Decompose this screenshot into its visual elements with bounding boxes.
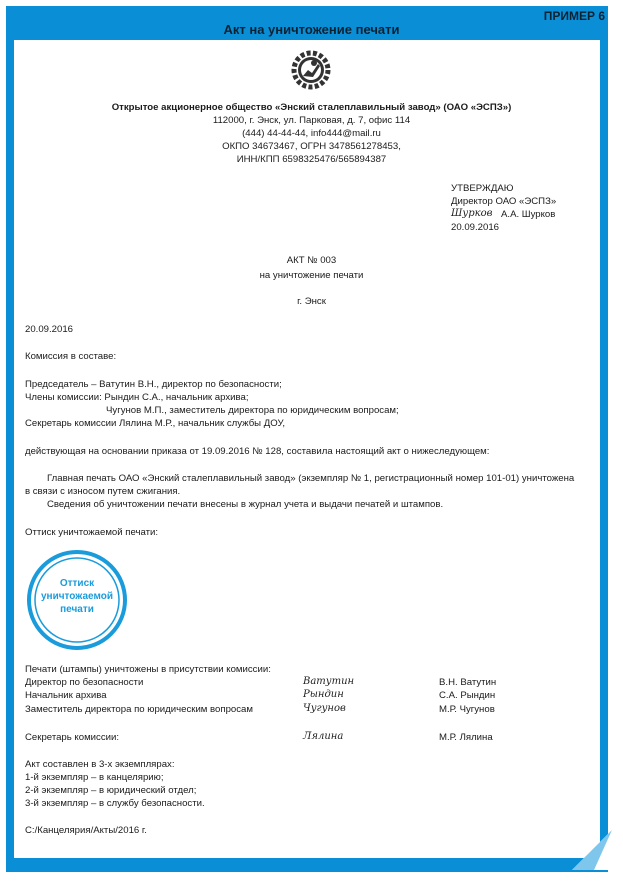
org-inn: ИНН/КПП 6598325476/565894387 <box>236 154 387 165</box>
seal-imprint <box>26 549 128 651</box>
org-address: 112000, г. Энск, ул. Парковая, д. 7, офис 114 <box>212 115 411 126</box>
sig-row-position: Заместитель директора по юридическим вопросам <box>25 704 253 715</box>
sig-row-name: С.А. Рындин <box>439 690 496 701</box>
paragraph-1b: в связи с износом путем сжигания. <box>25 486 181 497</box>
sig-row-position: Начальник архива <box>25 690 107 701</box>
act-number: АКТ № 003 <box>286 255 337 266</box>
secretary-name: М.Р. Лялина <box>439 732 493 743</box>
act-subject: на уничтожение печати <box>259 270 364 281</box>
commission-intro: Комиссия в составе: <box>25 351 117 362</box>
paragraph-2: Сведения об уничтожении печати внесены в журнал учета и выдачи печатей и штампов. <box>47 499 444 510</box>
chairman-line: Председатель – Ватутин В.Н., директор по безопасности; <box>25 379 282 390</box>
approve-name: А.А. Шурков <box>501 209 556 220</box>
basis-line: действующая на основании приказа от 19.09.2016 № 128, составила настоящий акт о нижеследующем: <box>25 446 490 457</box>
copy-2: 2-й экземпляр – в юридический отдел; <box>25 785 197 796</box>
act-date: 20.09.2016 <box>25 324 74 335</box>
sig-row-sign: Рындин <box>303 689 344 700</box>
approve-title: УТВЕРЖДАЮ <box>451 183 514 194</box>
seal-text-2: уничтожаемой <box>40 591 114 602</box>
page-title: Акт на уничтожение печати <box>223 22 400 37</box>
copies-intro: Акт составлен в 3-х экземплярах: <box>25 759 175 770</box>
signatures-intro: Печати (штампы) уничтожены в присутствии комиссии: <box>25 664 271 675</box>
sig-row-sign: Ватутин <box>303 676 355 687</box>
member2-line: Чугунов М.П., заместитель директора по юридическим вопросам; <box>106 405 399 416</box>
sig-row-name: М.Р. Чугунов <box>439 704 495 715</box>
secretary-sign: Лялина <box>303 731 344 742</box>
secretary-position: Секретарь комиссии: <box>25 732 120 743</box>
act-city: г. Энск <box>297 296 326 307</box>
approve-date: 20.09.2016 <box>451 222 500 233</box>
sig-row-position: Директор по безопасности <box>25 677 144 688</box>
approve-signature: Шурков <box>451 208 493 219</box>
sig-row-sign: Чугунов <box>303 703 346 714</box>
paragraph-1a: Главная печать ОАО «Энский сталеплавильный завод» (экземпляр № 1, регистрационный номер 101-01) уничтожена <box>47 473 575 484</box>
sig-row-name: В.Н. Ватутин <box>439 677 497 688</box>
copy-1: 1-й экземпляр – в канцелярию; <box>25 772 164 783</box>
page-curl <box>572 830 612 870</box>
org-name: Открытое акционерное общество «Энский сталеплавильный завод» (ОАО «ЭСПЗ») <box>111 102 512 113</box>
org-contacts: (444) 44-44-44, info444@mail.ru <box>242 128 381 139</box>
example-badge: ПРИМЕР 6 <box>543 9 605 23</box>
org-okpo: ОКПО 34673467, ОГРН 3478561278453, <box>222 141 401 152</box>
members-line: Члены комиссии: Рындин С.А., начальник архива; <box>25 392 249 403</box>
approve-position: Директор ОАО «ЭСПЗ» <box>451 196 557 207</box>
file-reference: С:/Канцелярия/Акты/2016 г. <box>25 825 147 836</box>
seal-text-3: печати <box>60 604 94 615</box>
copy-3: 3-й экземпляр – в службу безопасности. <box>25 798 205 809</box>
seal-text-1: Оттиск <box>59 578 95 589</box>
factory-logo-icon <box>291 50 331 90</box>
secretary-line: Секретарь комиссии Лялина М.Р., начальник службы ДОУ, <box>25 418 285 429</box>
imprint-label: Оттиск уничтожаемой печати: <box>25 527 159 538</box>
